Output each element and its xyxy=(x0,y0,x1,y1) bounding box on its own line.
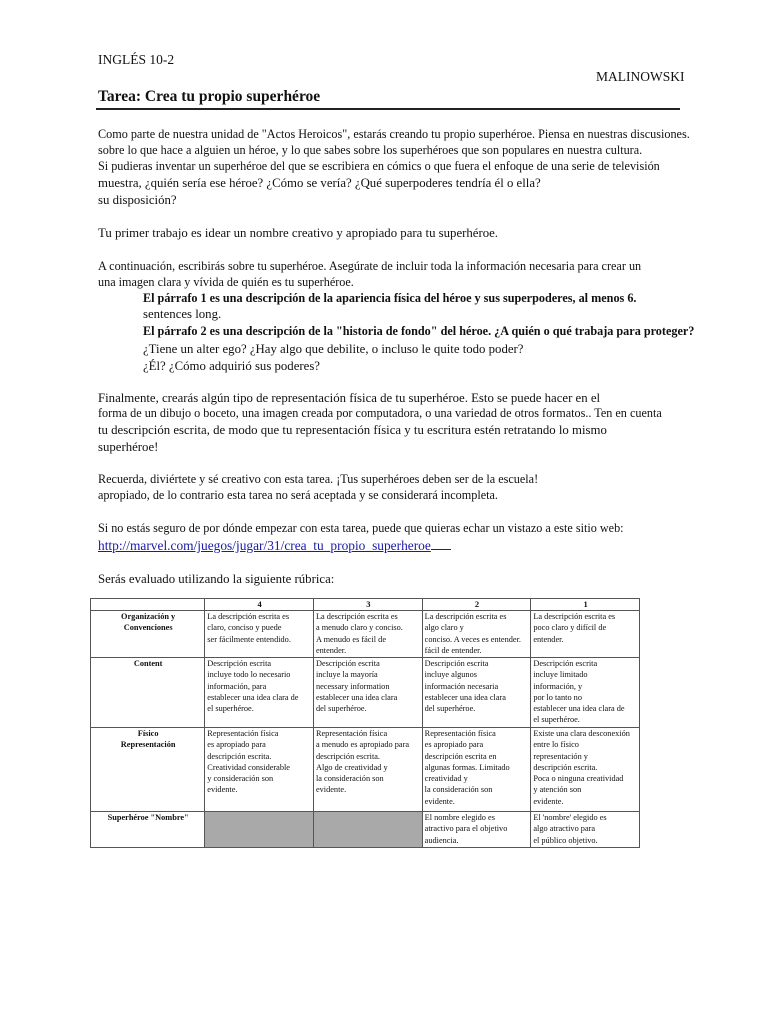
rubric-cell: La descripción escrita es claro, conciso y puede ser fácilmente entendido. xyxy=(205,611,314,658)
rubric-cell: Descripción escrita incluye la mayoría necessary information establecer una idea clara del superhéroe. xyxy=(313,658,422,728)
rubric-score-3: 3 xyxy=(313,599,422,611)
rubric-cell: El nombre elegido es atractivo para el objetivo audiencia. xyxy=(422,812,531,848)
rubric-row-name xyxy=(91,812,640,848)
teacher-name: MALINOWSKI xyxy=(596,69,685,84)
rubric-criterion: Físico Representación xyxy=(91,728,205,812)
intro-line-3: Si pudieras inventar un superhéroe del que se escribiera en cómics o que fuera el enfoque de una serie de televisión xyxy=(98,159,660,173)
next-line-2: una imagen clara y vívida de quién es tu superhéroe. xyxy=(98,275,354,289)
bullet-item-1 xyxy=(120,290,636,307)
rubric-cell: La descripción escrita es a menudo claro y conciso. A menudo es fácil de entender. xyxy=(313,611,422,658)
rubric-cell: Representación física es apropiado para descripción escrita en algunas formas. Limitado creatividad y la consideración son evidente. xyxy=(422,728,531,812)
bullet-2-cont-1: ¿Tiene un alter ego? ¿Hay algo que debilite, o incluso le quite todo poder? xyxy=(143,342,524,356)
link-underline-tail xyxy=(431,537,451,550)
rubric-criterion: Superhéroe "Nombre" xyxy=(91,812,205,848)
finally-line-4: superhéroe! xyxy=(98,440,159,454)
intro-line-1: Como parte de nuestra unidad de "Actos Heroicos", estarás creando tu propio superhéroe. Piensa en nuestras discusiones. xyxy=(98,127,690,141)
rubric-cell: El 'nombre' elegido es algo atractivo para el público objetivo. xyxy=(531,812,640,848)
rubric-score-2: 2 xyxy=(422,599,531,611)
intro-line-2: sobre lo que hace a alguien un héroe, y lo que sabes sobre los superhéroes que son populares en nuestra cultura. xyxy=(98,143,643,157)
rubric-cell: Existe una clara desconexión entre lo físico representación y descripción escrita. Poca o ninguna creatividad y atención son evidente. xyxy=(531,728,640,812)
rubric-row-physical xyxy=(91,728,640,812)
rubric-criterion: Content xyxy=(91,658,205,728)
rubric-header-blank xyxy=(91,599,205,611)
website-link-row xyxy=(98,537,451,555)
rubric-score-1: 1 xyxy=(531,599,640,611)
rubric-cell: Descripción escrita incluye algunos información necesaria establecer una idea clara del superhéroe. xyxy=(422,658,531,728)
rubric-cell: Representación física es apropiado para descripción escrita. Creatividad considerable y consideración son evidente. xyxy=(205,728,314,812)
bullet-item-2 xyxy=(120,323,694,340)
remember-line-1: Recuerda, diviértete y sé creativo con esta tarea. ¡Tus superhéroes deben ser de la escuela! xyxy=(98,472,539,486)
rubric-cell: Representación física a menudo es apropiado para descripción escrita. Algo de creatividad y la consideración son evidente. xyxy=(313,728,422,812)
rubric-cell-shaded xyxy=(205,812,314,848)
remember-line-2: apropiado, de lo contrario esta tarea no será aceptada y se considerará incompleta. xyxy=(98,488,498,502)
rubric-intro: Serás evaluado utilizando la siguiente rúbrica: xyxy=(98,572,335,586)
rubric-row-organization xyxy=(91,611,640,658)
intro-line-5: su disposición? xyxy=(98,193,177,207)
bullet-1-cont: sentences long. xyxy=(143,307,222,321)
first-task-text: Tu primer trabajo es idear un nombre creativo y apropiado para tu superhéroe. xyxy=(98,226,499,240)
website-intro: Si no estás seguro de por dónde empezar con esta tarea, puede que quieras echar un vistazo a este sitio web: xyxy=(98,521,624,535)
rubric-cell: Descripción escrita incluye todo lo necesario información, para establecer una idea clara de el superhéroe. xyxy=(205,658,314,728)
bullet-2-cont-2: ¿Él? ¿Cómo adquirió sus poderes? xyxy=(143,359,320,373)
rubric-criterion: Organización y Convenciones xyxy=(91,611,205,658)
bullet-2-bold: El párrafo 2 es una descripción de la "historia de fondo" del héroe. ¿A quién o qué trabaja para proteger? xyxy=(143,324,695,338)
course-label: INGLÉS 10-2 xyxy=(98,52,175,67)
page-title: Tarea: Crea tu propio superhéroe xyxy=(98,88,321,105)
finally-line-3: tu descripción escrita, de modo que tu representación física y tu escritura estén retratando lo mismo xyxy=(98,423,607,437)
rubric-cell: La descripción escrita es poco claro y difícil de entender. xyxy=(531,611,640,658)
rubric-cell: Descripción escrita incluye limitado información, y por lo tanto no establecer una idea clara de el superhéroe. xyxy=(531,658,640,728)
rubric-row-content xyxy=(91,658,640,728)
finally-line-1: Finalmente, crearás algún tipo de representación física de tu superhéroe. Esto se puede hacer en el xyxy=(98,391,601,405)
finally-line-2: forma de un dibujo o boceto, una imagen creada por computadora, o una variedad de otros formatos.. Ten en cuenta xyxy=(98,406,662,420)
intro-line-4: muestra, ¿quién sería ese héroe? ¿Cómo se vería? ¿Qué superpoderes tendría él o ella? xyxy=(98,176,541,190)
next-line-1: A continuación, escribirás sobre tu superhéroe. Asegúrate de incluir toda la información necesaria para crear un xyxy=(98,259,642,273)
rubric-score-4: 4 xyxy=(205,599,314,611)
rubric-cell-shaded xyxy=(313,812,422,848)
bullet-1-bold: El párrafo 1 es una descripción de la apariencia física del héroe y sus superpoderes, al menos 6. xyxy=(143,291,637,305)
rubric-table xyxy=(90,598,640,848)
rubric-cell: La descripción escrita es algo claro y conciso. A veces es entender. fácil de entender. xyxy=(422,611,531,658)
rubric-header-row xyxy=(91,599,640,611)
title-divider xyxy=(96,108,680,110)
marvel-link[interactable]: http://marvel.com/juegos/jugar/31/crea_tu_propio_superheroe xyxy=(98,538,431,553)
